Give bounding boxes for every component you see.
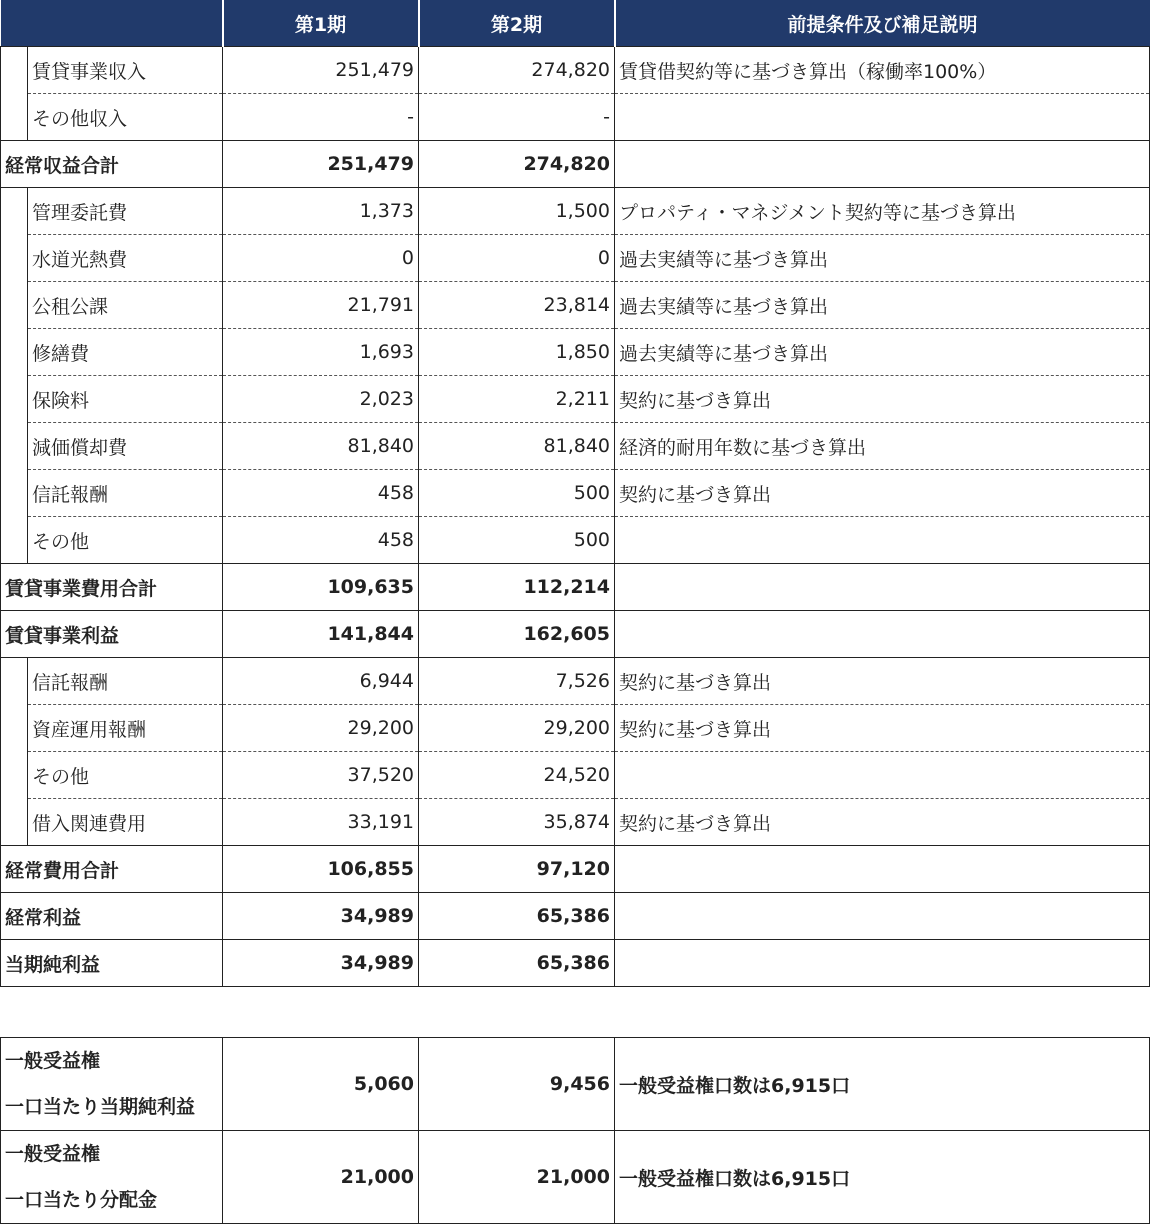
item-label: その他収入 xyxy=(28,94,223,141)
per-unit-label-line-1: 一般受益権 xyxy=(5,1143,101,1165)
total-note xyxy=(615,141,1150,188)
item-note: 賃貸借契約等に基づき算出（稼働率100%） xyxy=(615,47,1150,94)
period-1-value: 0 xyxy=(223,235,419,282)
per-unit-row xyxy=(1,1038,1150,1131)
line-item-row xyxy=(1,658,1150,705)
pl-table-body xyxy=(1,47,1150,987)
period-1-total: 141,844 xyxy=(223,611,419,658)
period-2-total: 65,386 xyxy=(419,940,615,987)
period-1-value: 2,023 xyxy=(223,376,419,423)
total-note xyxy=(615,846,1150,893)
total-label: 経常利益 xyxy=(1,893,223,940)
indent-cell xyxy=(1,752,28,799)
item-label: 水道光熱費 xyxy=(28,235,223,282)
per-unit-period-1: 5,060 xyxy=(223,1038,419,1131)
indent-cell xyxy=(1,799,28,846)
period-2-value: 2,211 xyxy=(419,376,615,423)
header-period-2: 第2期 xyxy=(419,0,615,47)
period-1-value: 29,200 xyxy=(223,705,419,752)
item-label: 借入関連費用 xyxy=(28,799,223,846)
period-1-total: 34,989 xyxy=(223,940,419,987)
total-row xyxy=(1,564,1150,611)
period-1-value: 458 xyxy=(223,470,419,517)
period-2-total: 162,605 xyxy=(419,611,615,658)
period-1-total: 251,479 xyxy=(223,141,419,188)
per-unit-period-2: 21,000 xyxy=(419,1131,615,1224)
item-label: その他 xyxy=(28,517,223,564)
total-label: 経常収益合計 xyxy=(1,141,223,188)
line-item-row xyxy=(1,517,1150,564)
per-unit-note: 一般受益権口数は6,915口 xyxy=(615,1038,1150,1131)
indent-cell xyxy=(1,94,28,141)
period-2-value: 0 xyxy=(419,235,615,282)
item-label: 修繕費 xyxy=(28,329,223,376)
total-row xyxy=(1,141,1150,188)
total-note xyxy=(615,940,1150,987)
per-unit-table xyxy=(0,1037,1150,1224)
line-item-row xyxy=(1,188,1150,235)
period-1-value: 458 xyxy=(223,517,419,564)
line-item-row xyxy=(1,282,1150,329)
indent-cell xyxy=(1,517,28,564)
line-item-row xyxy=(1,470,1150,517)
indent-cell xyxy=(1,47,28,94)
period-1-value: 33,191 xyxy=(223,799,419,846)
per-unit-table-body xyxy=(1,1038,1150,1224)
header-blank xyxy=(1,0,223,47)
item-label: 信託報酬 xyxy=(28,470,223,517)
total-label: 当期純利益 xyxy=(1,940,223,987)
total-label: 賃貸事業費用合計 xyxy=(1,564,223,611)
period-2-value: 7,526 xyxy=(419,658,615,705)
line-item-row xyxy=(1,329,1150,376)
item-note: 経済的耐用年数に基づき算出 xyxy=(615,423,1150,470)
period-1-value: 251,479 xyxy=(223,47,419,94)
period-2-value: 35,874 xyxy=(419,799,615,846)
item-note: 契約に基づき算出 xyxy=(615,470,1150,517)
item-note: プロパティ・マネジメント契約等に基づき算出 xyxy=(615,188,1150,235)
item-label: 公租公課 xyxy=(28,282,223,329)
item-note: 過去実績等に基づき算出 xyxy=(615,235,1150,282)
period-1-value: 6,944 xyxy=(223,658,419,705)
per-unit-label-line-1: 一般受益権 xyxy=(5,1050,101,1072)
period-2-value: 1,850 xyxy=(419,329,615,376)
period-1-value: 1,693 xyxy=(223,329,419,376)
indent-cell xyxy=(1,470,28,517)
per-unit-label-line-2: 一口当たり分配金 xyxy=(5,1189,158,1211)
total-note xyxy=(615,893,1150,940)
total-row xyxy=(1,893,1150,940)
line-item-row xyxy=(1,705,1150,752)
period-2-total: 65,386 xyxy=(419,893,615,940)
header-period-1: 第1期 xyxy=(223,0,419,47)
per-unit-note: 一般受益権口数は6,915口 xyxy=(615,1131,1150,1224)
period-1-value: 81,840 xyxy=(223,423,419,470)
item-note xyxy=(615,752,1150,799)
total-label: 経常費用合計 xyxy=(1,846,223,893)
item-note xyxy=(615,517,1150,564)
item-label: 管理委託費 xyxy=(28,188,223,235)
period-1-total: 109,635 xyxy=(223,564,419,611)
period-2-value: 29,200 xyxy=(419,705,615,752)
item-label: 保険料 xyxy=(28,376,223,423)
item-label: その他 xyxy=(28,752,223,799)
indent-cell xyxy=(1,235,28,282)
indent-cell xyxy=(1,658,28,705)
period-2-total: 274,820 xyxy=(419,141,615,188)
item-note: 過去実績等に基づき算出 xyxy=(615,282,1150,329)
per-unit-period-2: 9,456 xyxy=(419,1038,615,1131)
item-note xyxy=(615,94,1150,141)
period-1-value: 37,520 xyxy=(223,752,419,799)
item-note: 契約に基づき算出 xyxy=(615,799,1150,846)
item-note: 過去実績等に基づき算出 xyxy=(615,329,1150,376)
total-label: 賃貸事業利益 xyxy=(1,611,223,658)
period-2-value: 81,840 xyxy=(419,423,615,470)
item-note: 契約に基づき算出 xyxy=(615,658,1150,705)
per-unit-label xyxy=(1,1038,223,1131)
per-unit-label-line-2: 一口当たり当期純利益 xyxy=(5,1096,196,1118)
indent-cell xyxy=(1,329,28,376)
period-2-value: 500 xyxy=(419,470,615,517)
total-row xyxy=(1,611,1150,658)
line-item-row xyxy=(1,376,1150,423)
period-2-value: 23,814 xyxy=(419,282,615,329)
total-note xyxy=(615,611,1150,658)
total-note xyxy=(615,564,1150,611)
per-unit-period-1: 21,000 xyxy=(223,1131,419,1224)
period-2-value: - xyxy=(419,94,615,141)
indent-cell xyxy=(1,282,28,329)
header-notes: 前提条件及び補足説明 xyxy=(615,0,1150,47)
period-1-value: 1,373 xyxy=(223,188,419,235)
period-2-value: 24,520 xyxy=(419,752,615,799)
indent-cell xyxy=(1,705,28,752)
period-2-value: 274,820 xyxy=(419,47,615,94)
indent-cell xyxy=(1,188,28,235)
period-2-value: 1,500 xyxy=(419,188,615,235)
total-row xyxy=(1,940,1150,987)
line-item-row xyxy=(1,752,1150,799)
line-item-row xyxy=(1,94,1150,141)
period-2-value: 500 xyxy=(419,517,615,564)
total-row xyxy=(1,846,1150,893)
line-item-row xyxy=(1,47,1150,94)
line-item-row xyxy=(1,423,1150,470)
period-1-total: 34,989 xyxy=(223,893,419,940)
line-item-row xyxy=(1,799,1150,846)
item-label: 資産運用報酬 xyxy=(28,705,223,752)
item-label: 賃貸事業収入 xyxy=(28,47,223,94)
per-unit-label xyxy=(1,1131,223,1224)
indent-cell xyxy=(1,423,28,470)
item-note: 契約に基づき算出 xyxy=(615,376,1150,423)
line-item-row xyxy=(1,235,1150,282)
item-label: 減価償却費 xyxy=(28,423,223,470)
period-2-total: 112,214 xyxy=(419,564,615,611)
header-row xyxy=(1,0,1150,47)
item-label: 信託報酬 xyxy=(28,658,223,705)
indent-cell xyxy=(1,376,28,423)
per-unit-row xyxy=(1,1131,1150,1224)
period-1-value: 21,791 xyxy=(223,282,419,329)
item-note: 契約に基づき算出 xyxy=(615,705,1150,752)
period-2-total: 97,120 xyxy=(419,846,615,893)
period-1-total: 106,855 xyxy=(223,846,419,893)
period-1-value: - xyxy=(223,94,419,141)
